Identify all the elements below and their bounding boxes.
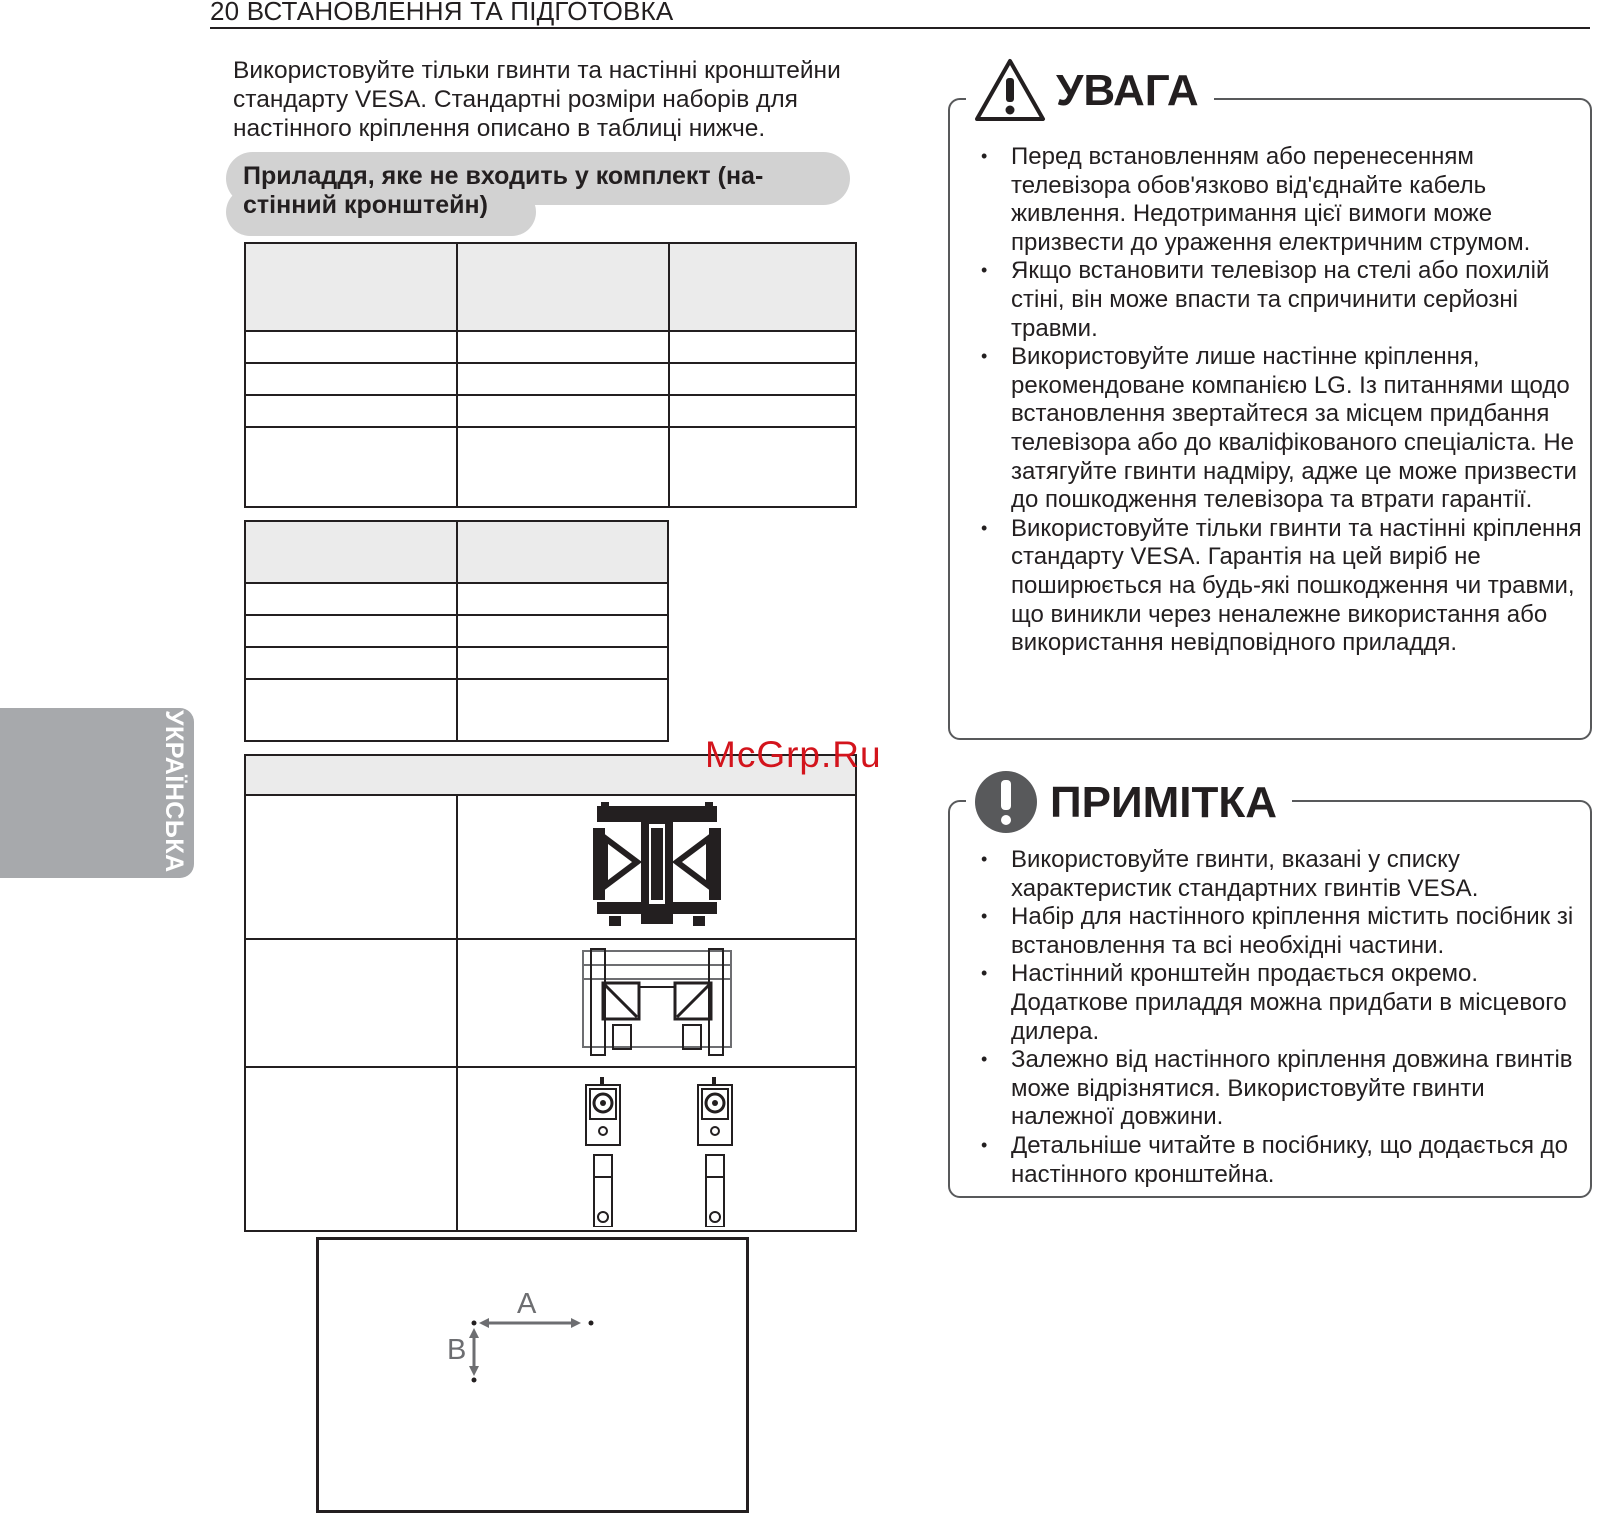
- section-heading: [226, 152, 850, 236]
- list-item: • Набір для настінного кріплення містить посібник зі встановлення та всі необхідні частини.: [978, 903, 1588, 960]
- table-cell: [245, 243, 457, 331]
- table-row: [245, 939, 856, 1067]
- vesa-table-1: [244, 242, 857, 508]
- list-item: • Використовуйте гвинти, вказані у списку характеристик стандартних гвинтів VESA.: [978, 846, 1588, 903]
- list-item: • Перед встановленням або перенесенням телевізора обов'язково від'єднайте кабель живлення. Недотримання цієї вимоги може призвести до ураження електричним струмом.: [978, 143, 1588, 257]
- vesa-table-2: [244, 520, 669, 742]
- table-row: [245, 1067, 856, 1231]
- warning-triangle-icon: [974, 58, 1046, 122]
- note-exclamation-icon: [974, 770, 1038, 834]
- list-item: • Настінний кронштейн продається окремо. Додаткове приладдя можна придбати в місцевого дилера.: [978, 960, 1588, 1046]
- table-row: [245, 395, 856, 427]
- bracket-parts-image: [458, 1071, 848, 1227]
- table-row: [245, 647, 668, 679]
- list-item: • Використовуйте лише настінне кріплення, рекомендоване компанією LG. Із питаннями щодо встановлення звертайтеся за місцем придбання телевізора або до кваліфікованого спеціаліста. Не затягуйте гвинти надміру, адже це може призвести до пошкодження телевізора та втрати гарантії.: [978, 343, 1588, 515]
- warning-title-group: [966, 56, 1214, 122]
- note-title: ПРИМІТКА: [1050, 778, 1277, 827]
- table-row: [245, 427, 856, 507]
- table-row: [245, 615, 668, 647]
- distance-a-label: A: [517, 1288, 537, 1320]
- warning-title: УВАГА: [1056, 66, 1199, 115]
- watermark: McGrp.Ru: [705, 734, 882, 775]
- wall-mount-table: [244, 754, 857, 1232]
- list-item: • Якщо встановити телевізор на стелі або похилій стіні, він може впасти та спричинити серйозні травми.: [978, 257, 1588, 343]
- table-cell: [245, 521, 457, 583]
- table-row: [245, 583, 668, 615]
- vesa-arrows: [319, 1240, 746, 1510]
- table-row: [245, 679, 668, 741]
- flat-wall-mount-image: [577, 943, 737, 1059]
- intro-paragraph: Використовуйте тільки гвинти та настінні кронштейни стандарту VESA. Стандартні розміри наборів для настінного кріплення описано в таблиці нижче.: [233, 57, 841, 142]
- list-item: • Залежно від настінного кріплення довжина гвинтів може відрізнятися. Використовуйте гвинти належної довжини.: [978, 1046, 1588, 1132]
- header-rule: [210, 27, 1590, 29]
- list-item: • Детальніше читайте в посібнику, що додається до настінного кронштейна.: [978, 1132, 1588, 1189]
- list-item: • Використовуйте тільки гвинти та настінні кріплення стандарту VESA. Гарантія на цей виріб не поширюється на будь-які пошкодження чи травми, що виникли через неналежне використання або використання невідповідного приладдя.: [978, 515, 1588, 658]
- table-cell: [457, 521, 668, 583]
- distance-b-label: B: [447, 1334, 467, 1366]
- language-tab-label: УКРАЇНСЬКА: [160, 710, 188, 873]
- note-list: [978, 846, 1588, 1189]
- note-title-group: [966, 768, 1292, 834]
- table-cell: [669, 243, 856, 331]
- page-number: 20: [210, 0, 240, 26]
- vesa-hole-diagram: [316, 1237, 749, 1513]
- section-heading-text: Приладдя, яке не входить у комплект (на-стінний кронштейн): [243, 162, 764, 219]
- table-row: [245, 795, 856, 939]
- page-header: [210, 0, 673, 27]
- table-row: [245, 331, 856, 363]
- articulating-wall-mount-image: [587, 798, 727, 932]
- table-cell: [457, 243, 669, 331]
- warning-list: [978, 143, 1588, 658]
- page-title: ВСТАНОВЛЕННЯ ТА ПІДГОТОВКА: [246, 0, 674, 26]
- table-row: [245, 363, 856, 395]
